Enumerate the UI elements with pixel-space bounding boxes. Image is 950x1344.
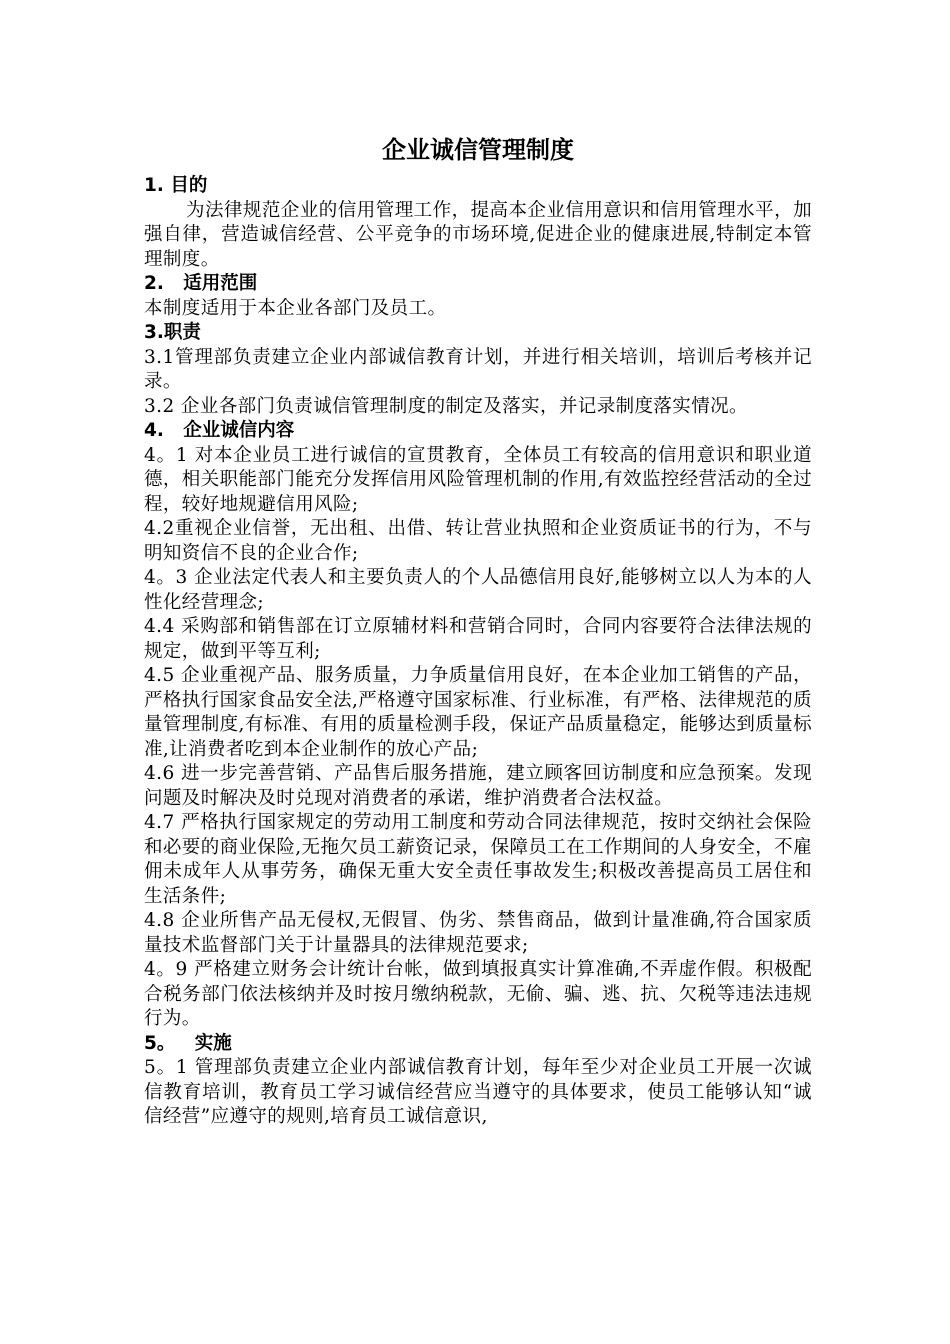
section-paragraph: 本制度适用于本企业各部门及员工。 [144, 297, 447, 319]
section-paragraph: 为法律规范企业的信用管理工作，提高本企业信用意识和信用管理水平，加强自律，营造诚信经营、公平竞争的市场环境,促进企业的健康进展,特制定本管理制度。 [144, 199, 812, 270]
section-paragraph: 4.2重视企业信誉，无出租、出借、转让营业执照和企业资质证书的行为，不与明知资信不良的企业合作; [144, 518, 812, 564]
section-paragraph: 5。1 管理部负责建立企业内部诚信教育计划，每年至少对企业员工开展一次诚信教育培训，教育员工学习诚信经营应当遵守的具体要求，使员工能够认知“诚信经营”应遵守的规则,培育员工诚信意识, [144, 1057, 812, 1127]
section-paragraph: 3.1管理部负责建立企业内部诚信教育计划，并进行相关培训，培训后考核并记录。 [144, 346, 812, 392]
section-heading-integrity-content: 4. 企业诚信内容 [144, 420, 295, 441]
section-paragraph: 4。3 企业法定代表人和主要负责人的个人品德信用良好,能够树立以人为本的人性化经营理念; [144, 567, 812, 613]
document-title: 企业诚信管理制度 [382, 136, 574, 164]
section-heading-purpose: 1. 目的 [144, 175, 208, 196]
section-paragraph: 4.5 企业重视产品、服务质量，力争质量信用良好，在本企业加工销售的产品，严格执行国家食品安全法,严格遵守国家标准、行业标准，有严格、法律规范的质量管理制度,有标准、有用的质量检测手段，保证产品质量稳定，能够达到质量标准,让消费者吃到本企业制作的放心产品; [144, 665, 812, 760]
section-paragraph: 4.4 采购部和销售部在订立原辅材料和营销合同时，合同内容要符合法律法规的规定，做到平等互利; [144, 616, 812, 662]
section-paragraph: 4。1 对本企业员工进行诚信的宣贯教育，全体员工有较高的信用意识和职业道德，相关职能部门能充分发挥信用风险管理机制的作用,有效监控经营活动的全过程，较好地规避信用风险; [144, 444, 812, 515]
section-paragraph: 4.8 企业所售产品无侵权,无假冒、伪劣、禁售商品，做到计量准确,符合国家质量技术监督部门关于计量器具的法律规范要求; [144, 910, 812, 956]
document-page [144, 130, 812, 1130]
section-paragraph: 4。9 严格建立财务会计统计台帐，做到填报真实计算准确,不弄虚作假。积极配合税务部门依法核纳并及时按月缴纳税款，无偷、骗、逃、抗、欠税等违法违规行为。 [144, 959, 812, 1029]
section-heading-implementation: 5。 实施 [144, 1032, 232, 1054]
section-paragraph: 3.2 企业各部门负责诚信管理制度的制定及落实，并记录制度落实情况。 [144, 395, 748, 417]
section-heading-responsibilities: 3.职责 [144, 322, 201, 343]
section-paragraph: 4.6 进一步完善营销、产品售后服务措施，建立顾客回访制度和应急预案。发现问题及时解决及时兑现对消费者的承诺，维护消费者合法权益。 [144, 763, 812, 809]
section-paragraph: 4.7 严格执行国家规定的劳动用工制度和劳动合同法律规范，按时交纳社会保险和必要的商业保险,无拖欠员工薪资记录，保障员工在工作期间的人身安全，不雇佣未成年人从事劳务，确保无重大安全责任事故发生;积极改善提高员工居住和生活条件; [144, 812, 812, 907]
section-heading-scope: 2. 适用范围 [144, 273, 258, 294]
